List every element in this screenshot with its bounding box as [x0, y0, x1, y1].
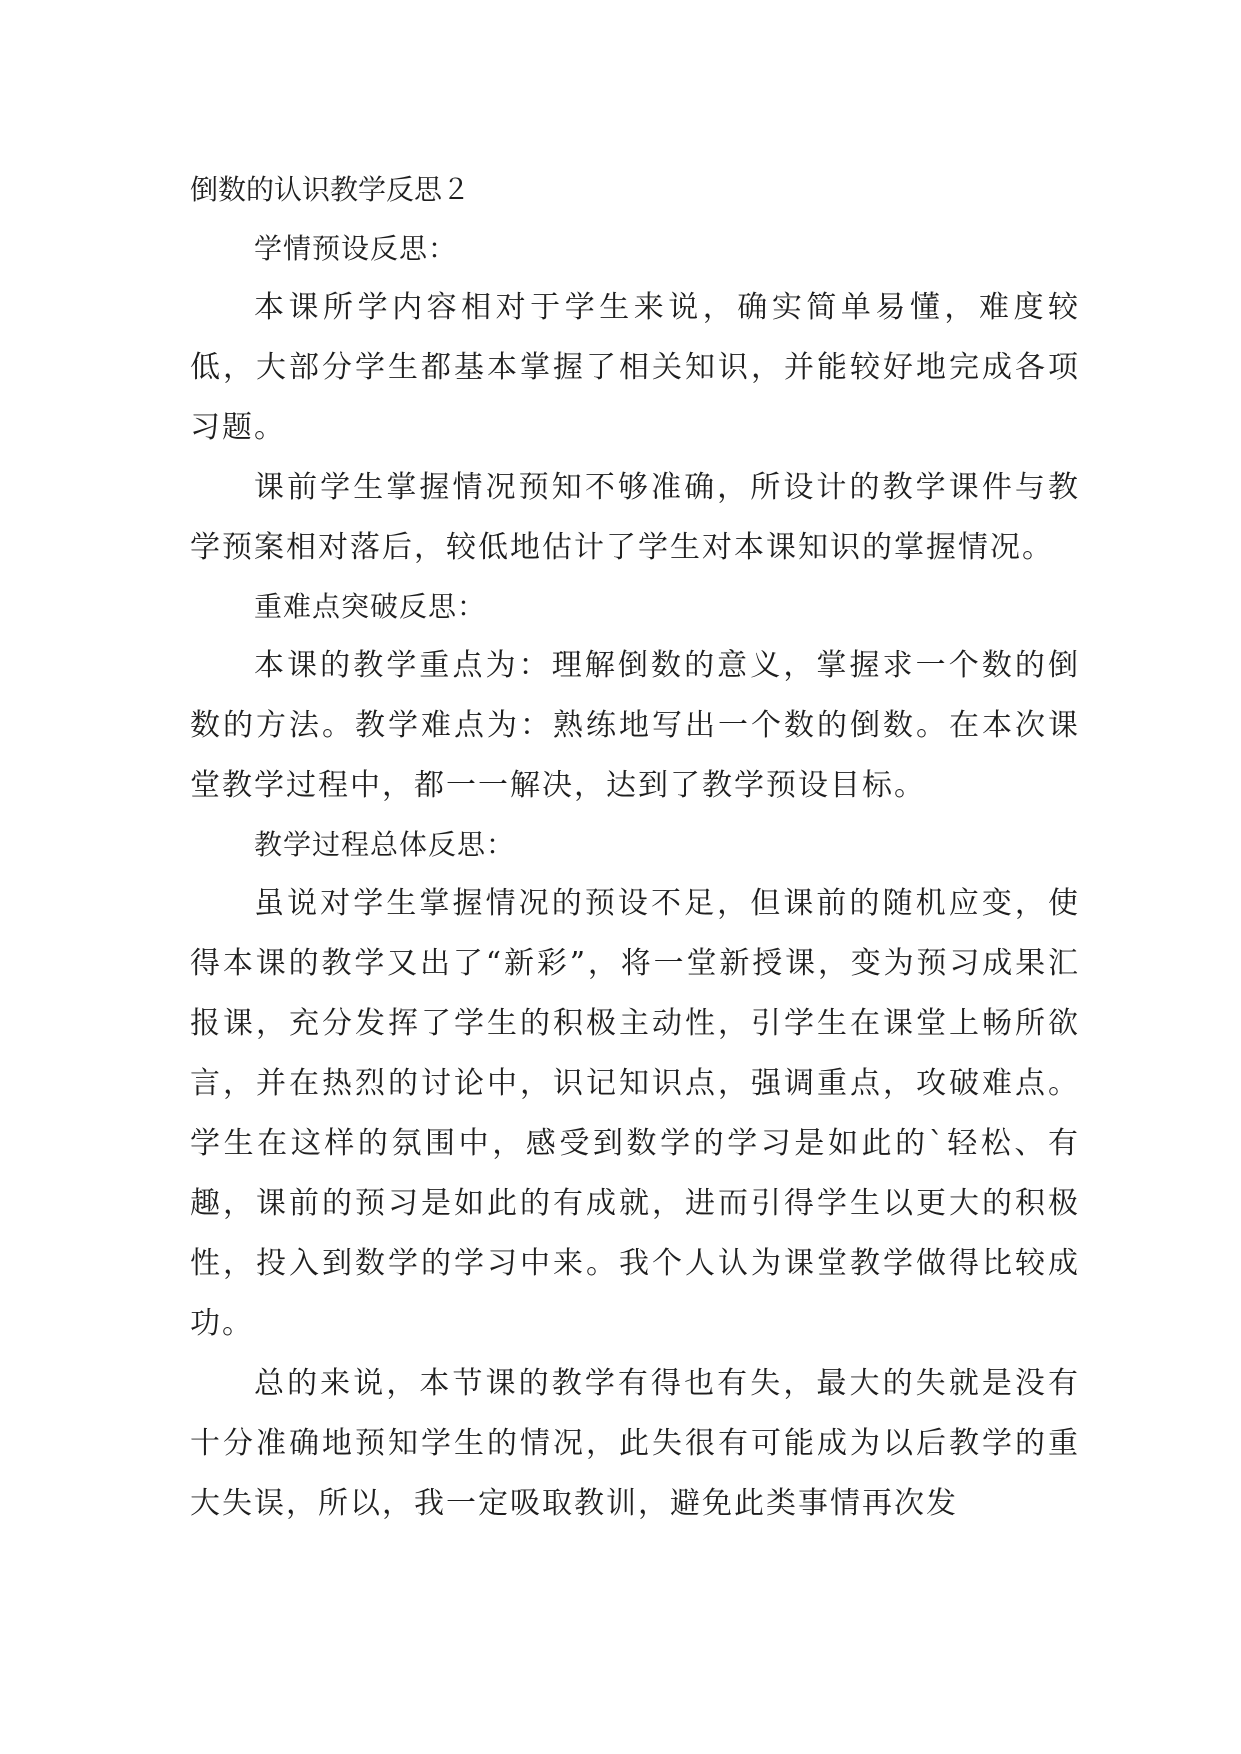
paragraph-process-reflection: 虽说对学生掌握情况的预设不足，但课前的随机应变，使得本课的教学又出了“新彩”，将一堂新授课，变为预习成果汇报课，充分发挥了学生的积极主动性，引学生在课堂上畅所欲言，并在热烈的讨论中，识记知识点，强调重点，攻破难点。学生在这样的氛围中，感受到数学的学习是如此的`轻松、有趣，课前的预习是如此的有成就，进而引得学生以更大的积极性，投入到数学的学习中来。我个人认为课堂教学做得比较成功。: [190, 886, 1080, 1341]
section-heading-learning-preset: 学情预设反思：: [254, 232, 458, 265]
document-body: [190, 160, 1080, 1534]
paragraph-summary: 总的来说，本节课的教学有得也有失，最大的失就是没有十分准确地预知学生的情况，此失很有可能成为以后教学的重大失误，所以，我一定吸取教训，避免此类事情再次发: [190, 1366, 1080, 1521]
section-heading-key-difficulties: 重难点突破反思：: [254, 590, 487, 623]
paragraph-prediction-accuracy: 课前学生掌握情况预知不够准确，所设计的教学课件与教学预案相对落后，较低地估计了学生对本课知识的掌握情况。: [190, 470, 1080, 565]
paragraph-content-difficulty: 本课所学内容相对于学生来说，确实简单易懂，难度较低，大部分学生都基本掌握了相关知识，并能较好地完成各项习题。: [190, 290, 1080, 445]
section-heading-process-overall: 教学过程总体反思：: [254, 828, 516, 861]
paragraph-teaching-focus: 本课的教学重点为：理解倒数的意义，掌握求一个数的倒数的方法。教学难点为：熟练地写出一个数的倒数。在本次课堂教学过程中，都一一解决，达到了教学预设目标。: [190, 648, 1080, 803]
document-title: 倒数的认识教学反思２: [190, 173, 471, 206]
